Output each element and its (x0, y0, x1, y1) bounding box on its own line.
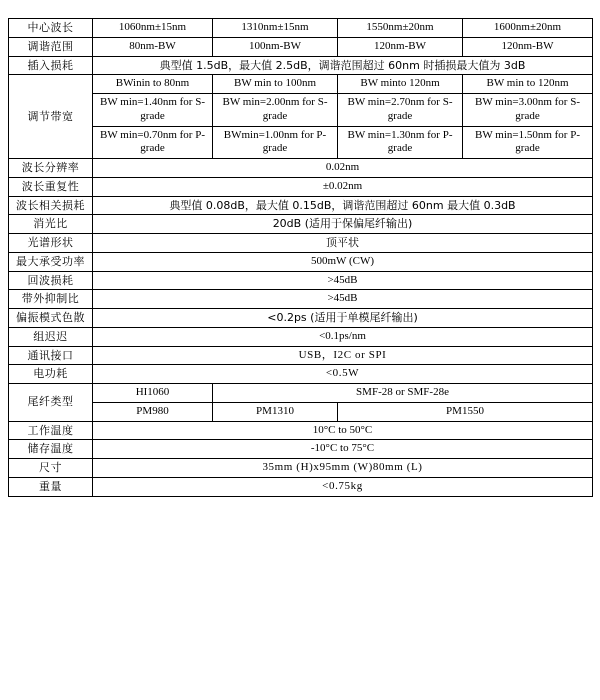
table-row (9, 19, 593, 38)
cell-storage-temperature: -10°C to 75°C (93, 440, 593, 459)
table-row (9, 309, 593, 328)
table-row (9, 126, 593, 159)
cell-wavelength-repeatability: ±0.02nm (93, 177, 593, 196)
cell-center-wavelength-2: 1310nm±15nm (213, 19, 338, 38)
table-row (9, 215, 593, 234)
row-label-pmd: 偏振模式色散 (9, 309, 93, 328)
cell-pigtail-type-r2c2: PM1310 (213, 402, 338, 421)
cell-insertion-loss: 典型值 1.5dB，最大值 2.5dB，调谐范围超过 60nm 时插损最大值为 3dB (93, 56, 593, 75)
row-label-center-wavelength: 中心波长 (9, 19, 93, 38)
cell-center-wavelength-1: 1060nm±15nm (93, 19, 213, 38)
row-label-extinction-ratio: 消光比 (9, 215, 93, 234)
row-label-out-of-band-rejection: 带外抑制比 (9, 290, 93, 309)
cell-tuning-bandwidth-r3c2: BWmin=1.00nm for P-grade (213, 126, 338, 159)
cell-pigtail-type-r2c1: PM980 (93, 402, 213, 421)
cell-operating-temperature: 10°C to 50°C (93, 421, 593, 440)
table-row (9, 37, 593, 56)
table-row (9, 234, 593, 253)
table-row (9, 75, 593, 94)
row-label-polarization-dependent-loss: 波长相关损耗 (9, 196, 93, 215)
cell-tuning-range-4: 120nm-BW (463, 37, 593, 56)
cell-spectral-shape: 顶平状 (93, 234, 593, 253)
row-label-storage-temperature: 储存温度 (9, 440, 93, 459)
row-label-insertion-loss: 插入损耗 (9, 56, 93, 75)
table-row (9, 384, 593, 403)
table-row (9, 477, 593, 496)
specification-table (8, 18, 593, 497)
cell-pmd: <0.2ps (适用于单模尾纤输出) (93, 309, 593, 328)
cell-weight: <0.75kg (93, 477, 593, 496)
cell-group-delay: <0.1ps/nm (93, 327, 593, 346)
cell-tuning-bandwidth-r1c2: BW min to 100nm (213, 75, 338, 94)
row-label-group-delay: 组迟迟 (9, 327, 93, 346)
table-row (9, 196, 593, 215)
row-label-dimensions: 尺寸 (9, 459, 93, 478)
cell-tuning-bandwidth-r2c4: BW min=3.00nm for S-grade (463, 94, 593, 127)
row-label-tuning-range: 调谐范围 (9, 37, 93, 56)
table-row (9, 177, 593, 196)
cell-tuning-range-3: 120nm-BW (338, 37, 463, 56)
cell-power-consumption: <0.5W (93, 365, 593, 384)
table-row (9, 402, 593, 421)
cell-max-power: 500mW (CW) (93, 252, 593, 271)
row-label-power-consumption: 电功耗 (9, 365, 93, 384)
table-row (9, 327, 593, 346)
cell-tuning-bandwidth-r1c1: BWinin to 80nm (93, 75, 213, 94)
cell-tuning-range-1: 80nm-BW (93, 37, 213, 56)
cell-tuning-bandwidth-r3c4: BW min=1.50nm for P-grade (463, 126, 593, 159)
row-label-weight: 重量 (9, 477, 93, 496)
cell-center-wavelength-4: 1600nm±20nm (463, 19, 593, 38)
cell-interface: USB，I2C or SPI (93, 346, 593, 365)
cell-extinction-ratio: 20dB (适用于保偏尾纤输出) (93, 215, 593, 234)
cell-tuning-bandwidth-r1c4: BW min to 120nm (463, 75, 593, 94)
table-row (9, 346, 593, 365)
cell-wavelength-resolution: 0.02nm (93, 159, 593, 178)
table-row (9, 271, 593, 290)
table-row (9, 56, 593, 75)
row-label-pigtail-type: 尾纤类型 (9, 384, 93, 422)
cell-tuning-bandwidth-r3c1: BW min=0.70nm for P-grade (93, 126, 213, 159)
cell-tuning-bandwidth-r1c3: BW minto 120nm (338, 75, 463, 94)
row-label-spectral-shape: 光谱形状 (9, 234, 93, 253)
row-label-tuning-bandwidth: 调节带宽 (9, 75, 93, 159)
cell-pigtail-type-r1c1: HI1060 (93, 384, 213, 403)
table-row (9, 440, 593, 459)
cell-center-wavelength-3: 1550nm±20nm (338, 19, 463, 38)
cell-polarization-dependent-loss: 典型值 0.08dB，最大值 0.15dB，调谐范围超过 60nm 最大值 0.3dB (93, 196, 593, 215)
cell-pigtail-type-r2c3: PM1550 (338, 402, 593, 421)
cell-return-loss: >45dB (93, 271, 593, 290)
row-label-wavelength-resolution: 波长分辨率 (9, 159, 93, 178)
cell-tuning-bandwidth-r2c1: BW min=1.40nm for S-grade (93, 94, 213, 127)
row-label-max-power: 最大承受功率 (9, 252, 93, 271)
row-label-interface: 通讯接口 (9, 346, 93, 365)
cell-tuning-bandwidth-r2c2: BW min=2.00nm for S-grade (213, 94, 338, 127)
table-row (9, 252, 593, 271)
row-label-wavelength-repeatability: 波长重复性 (9, 177, 93, 196)
table-row (9, 421, 593, 440)
table-row (9, 459, 593, 478)
row-label-operating-temperature: 工作温度 (9, 421, 93, 440)
table-row (9, 365, 593, 384)
cell-tuning-bandwidth-r2c3: BW min=2.70nm for S-grade (338, 94, 463, 127)
row-label-return-loss: 回波损耗 (9, 271, 93, 290)
cell-tuning-bandwidth-r3c3: BW min=1.30nm for P-grade (338, 126, 463, 159)
cell-dimensions: 35mm (H)x95mm (W)80mm (L) (93, 459, 593, 478)
table-row (9, 159, 593, 178)
table-row (9, 94, 593, 127)
cell-pigtail-type-r1c2: SMF-28 or SMF-28e (213, 384, 593, 403)
cell-tuning-range-2: 100nm-BW (213, 37, 338, 56)
table-row (9, 290, 593, 309)
cell-out-of-band-rejection: >45dB (93, 290, 593, 309)
